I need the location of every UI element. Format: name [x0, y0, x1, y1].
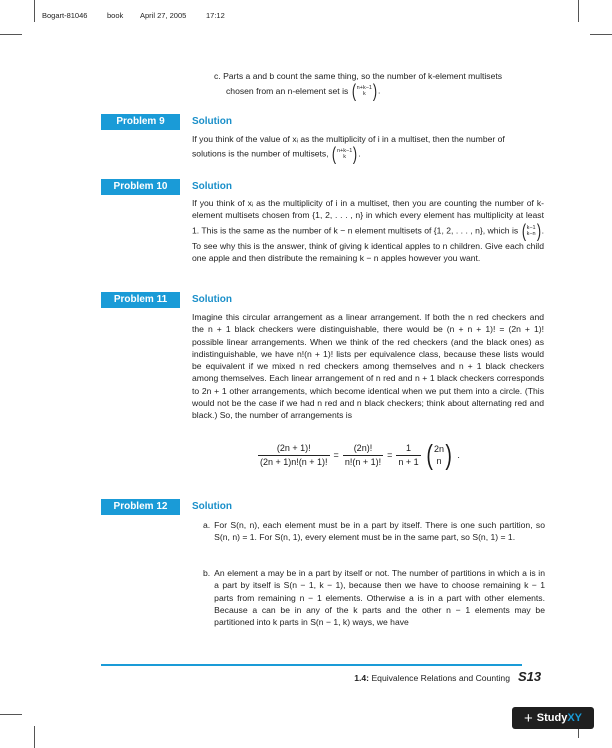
problem-11-body: Imagine this circular arrangement as a linear arrangement. If both the n red checkers and the n + 1 black checkers were distinguishable, there would be (n + n + 1)! = (2n + 1)! possible linear arrangements. When we think of the red checkers (and the black ones) as indistinguishable, we have n!(n + 1)! lists per equivalence class, because these lists would be equivalent if we mixed n red checkers among themselves and n + 1 black checkers among themselves. Each linear arrangement of n red and n + 1 black checkers corresponds to 2n + 1 other arrangements, which become identical when we put them into a circle. (This would not be the case if we had n red and n black checkers; think about alternating red and black.) So, the number of arrangements is [192, 312, 544, 421]
footer-rule [101, 664, 522, 666]
solution-heading: Solution [192, 116, 232, 127]
header-type: book [107, 11, 124, 20]
problem-label: Problem 12 [101, 499, 180, 515]
header-time: 17:12 [206, 11, 225, 20]
problem-12-a: a. For S(n, n), each element must be in a part by itself. There is one such partition, so S(n, n) = 1. For S(n, 1), every element must be in the same part, so S(n, 1) = 1. [203, 520, 545, 543]
problem-12-b: b. An element a may be in a part by itself or not. The number of partitions in which a is in a part by itself is S(n − 1, k − 1), because then we have to choose remaining k − 1 parts from remaining n − 1 elements. Otherwise a is in a part with other elements. Because a can be in any of the k parts and the other n − 1 elements may be partitioned into k parts in S(n − 1, k) ways, we have [203, 568, 545, 628]
item-label: c. [214, 71, 221, 81]
header-date: April 27, 2005 [140, 11, 187, 20]
item-c: c. Parts a and b count the same thing, so the number of k-element multisets chosen from an n-element set is ( n+k−1 k ) . [214, 71, 503, 102]
page-number: S13 [518, 669, 542, 684]
solution-heading: Solution [192, 181, 232, 192]
item-text: Parts a and b count the same thing, so the number of k-element multisets [223, 71, 503, 81]
item-text: chosen from an n-element set is [226, 85, 349, 96]
problem-label: Problem 10 [101, 179, 180, 195]
crop-mark [0, 714, 22, 715]
crop-mark [34, 726, 35, 748]
binomial: ( n+k−1 k ) [351, 81, 378, 102]
binomial: ( 2n n ) [426, 439, 452, 470]
crop-mark [578, 0, 579, 22]
problem-9-body: If you think of the value of xᵢ as the multiplicity of i in a multiset, then the number of solutions is the number of multisets, ( n+k−1 k ) . [192, 134, 505, 165]
running-footer: 1.4: Equivalence Relations and Counting [354, 673, 510, 683]
binomial: ( n+k−1 k ) [331, 144, 358, 165]
solution-heading: Solution [192, 294, 232, 305]
arrangements-equation: $\frac{(2n + 1)!}{(2n + 1)n!(n + 1)!}$ = $\frac{(2n)!}{n!(n + 1)!}$ = $\frac{1}{n + 1}$ ( 2n n ) . [260, 439, 460, 470]
problem-label: Problem 11 [101, 292, 180, 308]
problem-10-body: If you think of xᵢ as the multiplicity of i in a multiset, then you are counting the number of k-element multisets chosen from {1, 2, . . . , n} in which every element has multiplicity at least 1. This is the same as the number of k − n element multisets of {1, 2, . . . , n}, which is ( k−1 k−n ) . To see why this is the answer, think of giving k identical apples to n children. Give each child one apple and then distribute the remaining k − n apples however you want. [192, 198, 544, 263]
crop-mark [34, 0, 35, 22]
studyxy-logo: + StudyXY [512, 707, 594, 729]
fraction: $\frac{(2n + 1)!}{(2n + 1)n!(n + 1)!}$ [260, 442, 328, 467]
binomial: ( k−1 k−n ) [521, 220, 541, 241]
fraction: $\frac{(2n)!}{n!(n + 1)!}$ [344, 442, 382, 467]
plus-icon: + [523, 709, 533, 727]
solution-heading: Solution [192, 501, 232, 512]
crop-mark [0, 34, 22, 35]
header-job: Bogart-81046 [42, 11, 88, 20]
problem-label: Problem 9 [101, 114, 180, 130]
fraction: $\frac{1}{n + 1}$ [398, 442, 419, 467]
crop-mark [590, 34, 612, 35]
